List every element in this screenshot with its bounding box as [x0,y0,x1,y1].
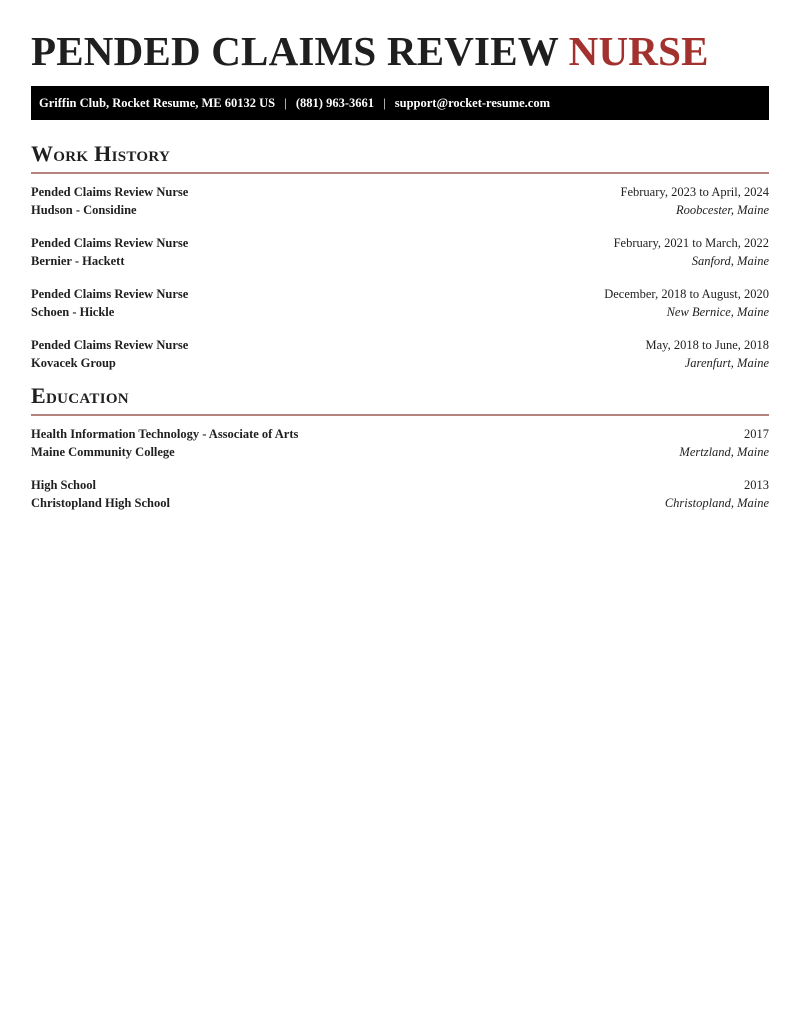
contact-separator: | [284,96,287,110]
work-entry [31,234,769,285]
job-dates: December, 2018 to August, 2020 [604,287,769,301]
contact-address: Griffin Club, Rocket Resume, ME 60132 US [39,96,276,110]
section-heading: Education [31,383,129,408]
contact-separator: | [383,96,386,110]
work-entry [31,285,769,336]
resume-page [31,0,769,510]
company-name: Bernier - Hackett [31,254,125,268]
job-location: Jarenfurt, Maine [684,356,769,370]
job-dates: February, 2021 to March, 2022 [613,236,769,250]
education-entry [31,476,769,527]
job-title: Pended Claims Review Nurse [31,185,189,199]
degree-name: Health Information Technology - Associate of Arts [31,427,299,441]
school-location: Mertzland, Maine [679,445,769,459]
company-name: Kovacek Group [31,356,116,370]
degree-name: High School [31,478,96,492]
section-divider [31,414,769,416]
title-accent: NURSE [568,28,709,74]
company-name: Hudson - Considine [31,203,137,217]
job-dates: February, 2023 to April, 2024 [620,185,769,199]
job-location: New Bernice, Maine [666,305,769,319]
contact-bar [31,86,769,120]
section-divider [31,172,769,174]
graduation-year: 2017 [744,427,769,441]
resume-title [31,0,769,74]
job-title: Pended Claims Review Nurse [31,236,189,250]
work-entry [31,336,769,387]
job-title: Pended Claims Review Nurse [31,287,189,301]
contact-email[interactable]: support@rocket-resume.com [394,96,551,110]
contact-phone[interactable]: (881) 963-3661 [295,96,374,110]
school-name: Christopland High School [31,496,170,510]
company-name: Schoen - Hickle [31,305,115,319]
education-entry [31,425,769,476]
graduation-year: 2013 [744,478,769,492]
job-title: Pended Claims Review Nurse [31,338,189,352]
job-location: Roobcester, Maine [675,203,769,217]
school-location: Christopland, Maine [664,496,769,510]
section-heading: Work History [31,141,171,166]
title-main: PENDED CLAIMS REVIEW [31,28,559,74]
school-name: Maine Community College [31,445,175,459]
work-entry [31,183,769,234]
education-section [31,383,769,527]
job-dates: May, 2018 to June, 2018 [645,338,769,352]
job-location: Sanford, Maine [691,254,769,268]
work-history-section [31,141,769,387]
